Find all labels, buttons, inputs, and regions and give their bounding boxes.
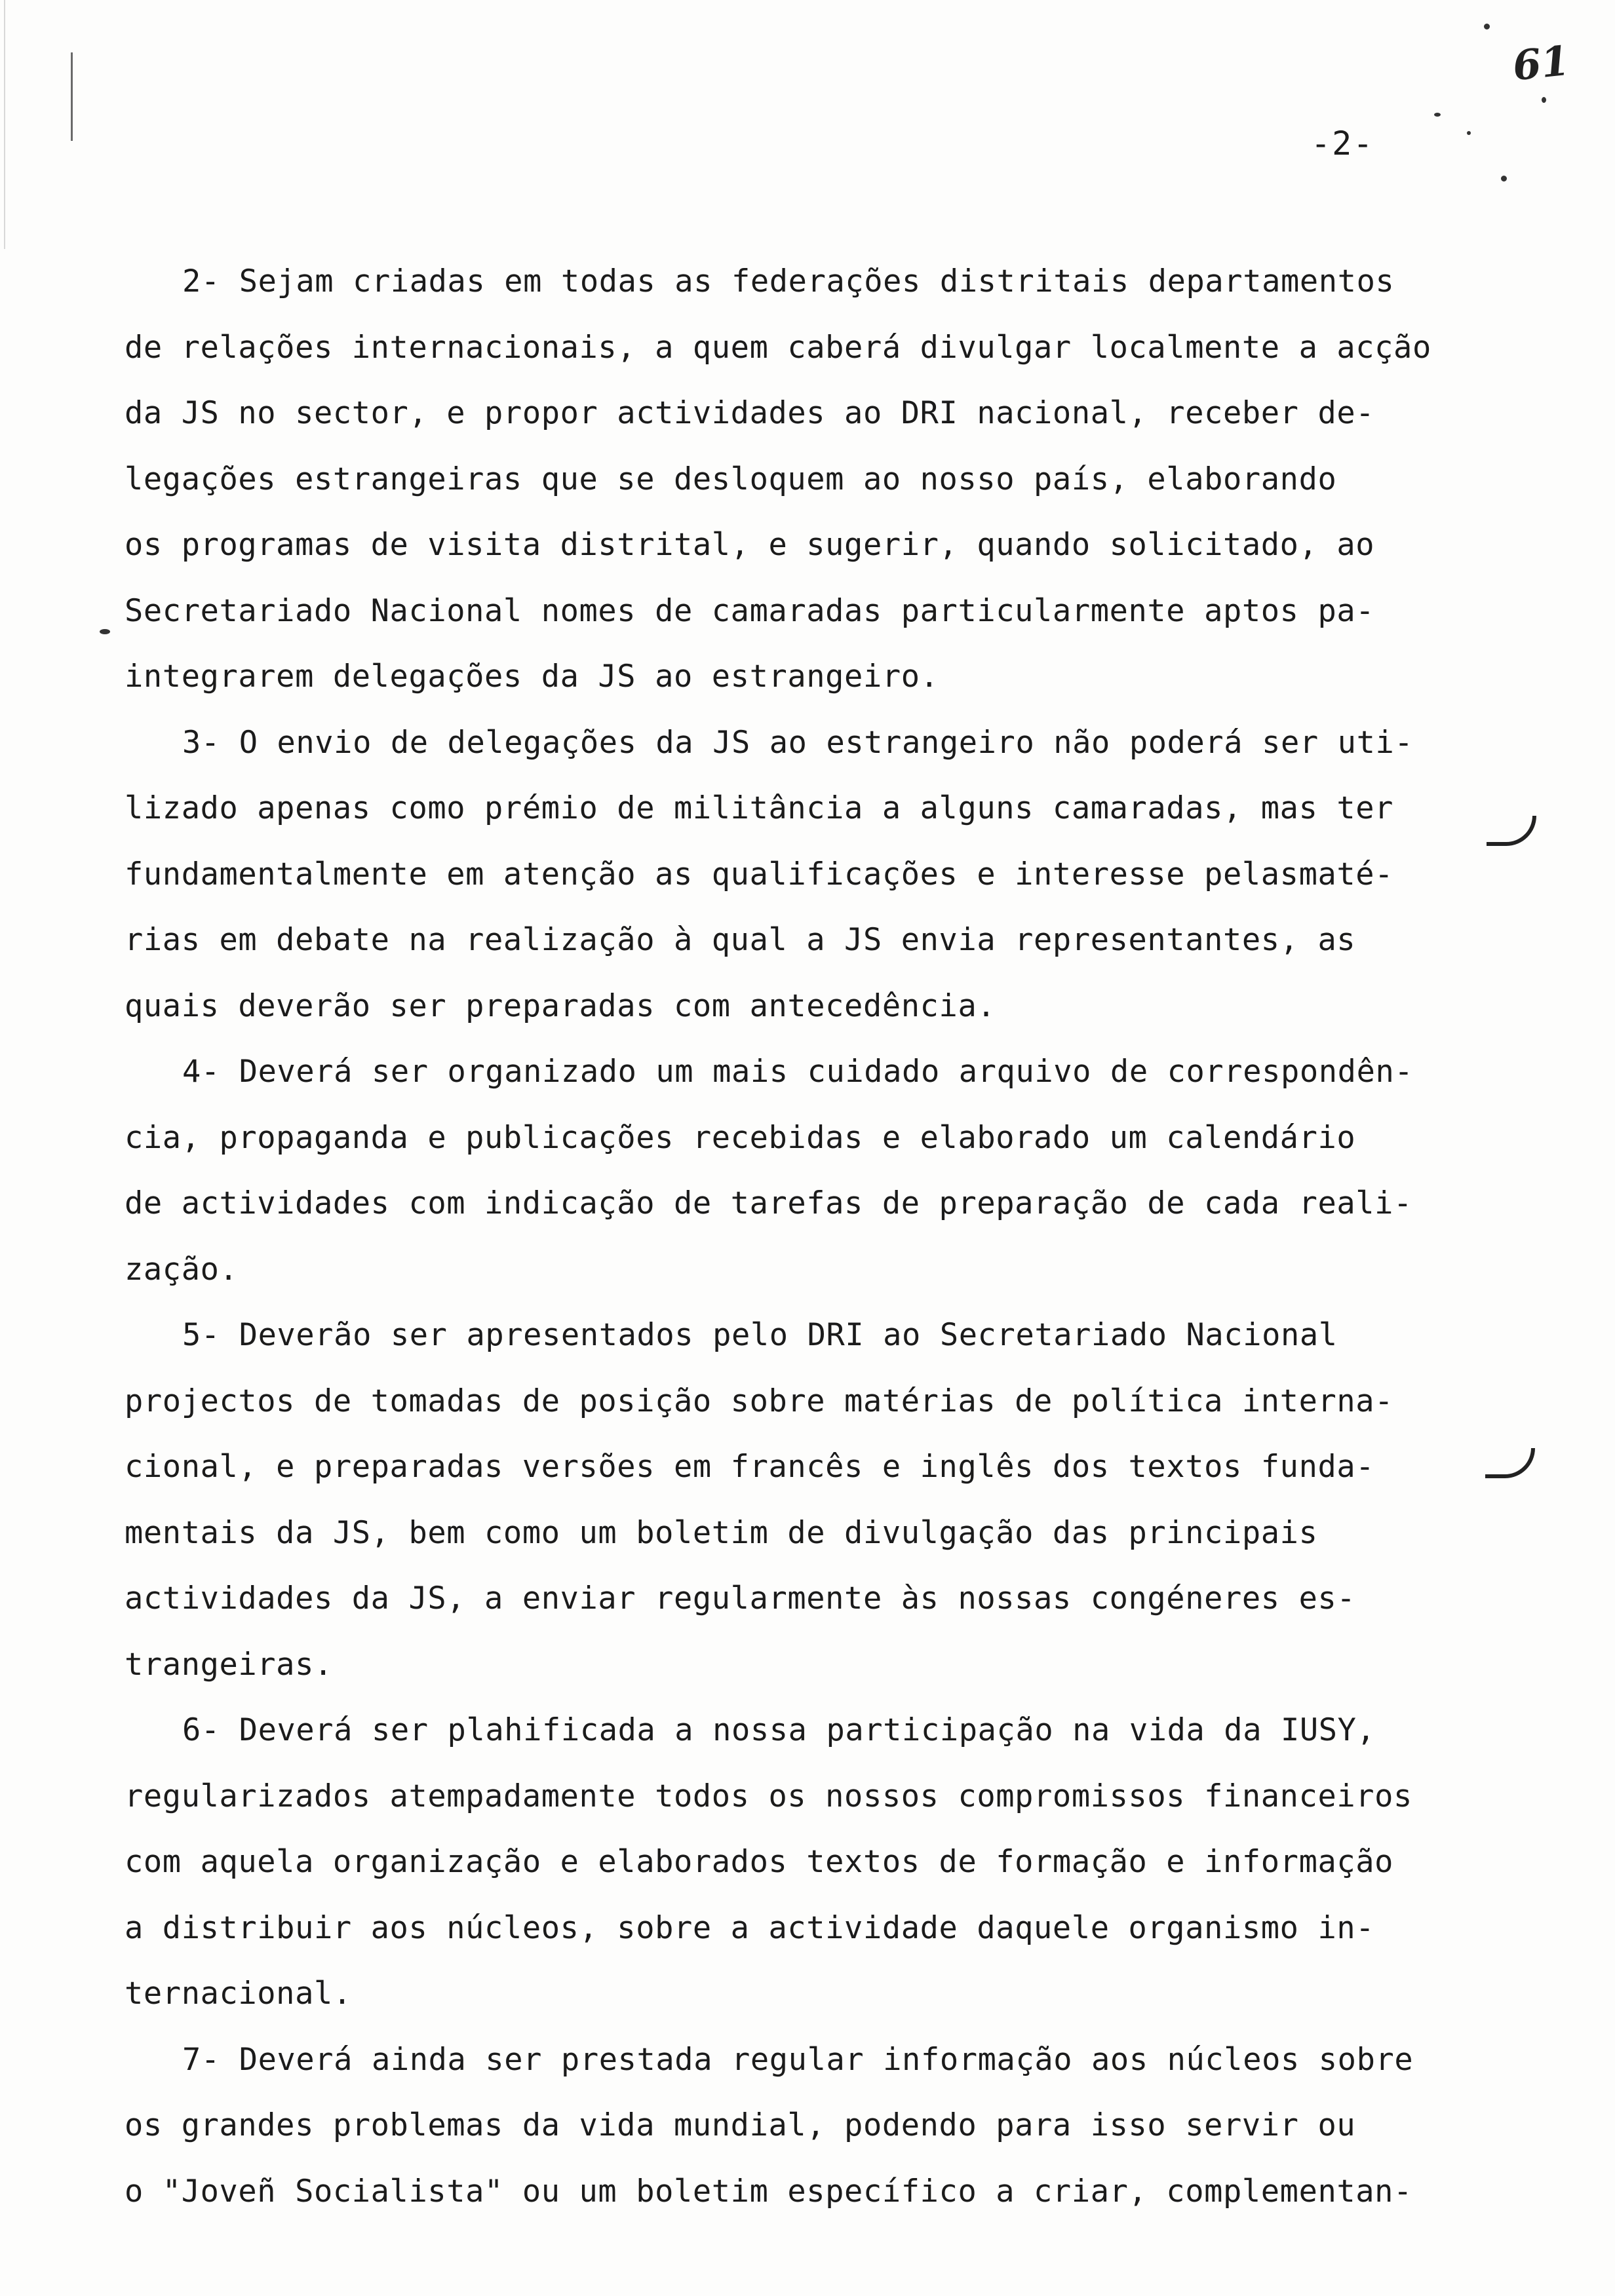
paragraph-7 <box>125 2027 1508 2225</box>
text-line: ternacional. <box>125 1976 352 2012</box>
text-line: regularizados atempadamente todos os nossos compromissos financeiros <box>125 1778 1412 1814</box>
ink-speck <box>1434 113 1441 117</box>
ink-speck <box>1501 176 1507 182</box>
handwritten-folio-number: 61 <box>1510 36 1572 90</box>
text-line: com aquela organização e elaborados textos de formação e informação <box>125 1844 1394 1880</box>
text-line: zação. <box>125 1251 239 1288</box>
text-line: mentais da JS, bem como um boletim de divulgação das principais <box>125 1514 1318 1551</box>
text-line: fundamentalmente em atenção as qualificações e interesse pelasmaté- <box>125 856 1394 892</box>
text-line: 4- Deverá ser organizado um mais cuidado arquivo de correspondên- <box>182 1054 1414 1090</box>
paragraph-4 <box>125 1039 1508 1303</box>
text-line: o "Joveñ Socialista" ou um boletim específico a criar, complementan- <box>125 2173 1412 2210</box>
text-line: cia, propaganda e publicações recebidas e elaborado um calendário <box>125 1119 1356 1156</box>
ink-speck <box>100 629 110 634</box>
text-line: Secretariado Nacional nomes de camaradas particularmente aptos pa- <box>125 592 1375 629</box>
scan-edge-line <box>4 0 5 249</box>
text-line: de actividades com indicação de tarefas de preparação de cada reali- <box>125 1185 1412 1221</box>
text-line: da JS no sector, e propor actividades ao DRI nacional, receber de- <box>125 395 1375 431</box>
paragraph-6 <box>125 1698 1508 2027</box>
ink-speck <box>1542 97 1546 103</box>
document-body <box>125 249 1508 2225</box>
ink-speck <box>1467 131 1471 135</box>
paragraph-2 <box>125 249 1508 710</box>
text-line: lizado apenas como prémio de militância a alguns camaradas, mas ter <box>125 790 1394 826</box>
text-line: cional, e preparadas versões em francês e inglês dos textos funda- <box>125 1449 1375 1485</box>
text-line: projectos de tomadas de posição sobre matérias de política interna- <box>125 1383 1394 1419</box>
binding-mark <box>71 52 73 141</box>
text-line: os programas de visita distrital, e sugerir, quando solicitado, ao <box>125 527 1375 563</box>
text-line: de relações internacionais, a quem caberá divulgar localmente a acção <box>125 329 1431 366</box>
text-line: os grandes problemas da vida mundial, podendo para isso servir ou <box>125 2107 1356 2143</box>
text-line: 7- Deverá ainda ser prestada regular informação aos núcleos sobre <box>182 2041 1414 2078</box>
ink-speck <box>1484 24 1490 29</box>
text-line: actividades da JS, a enviar regularmente às nossas congéneres es- <box>125 1580 1356 1617</box>
text-line: integrarem delegações da JS ao estrangeiro. <box>125 659 939 695</box>
text-line: 6- Deverá ser plahificada a nossa participação na vida da IUSY, <box>182 1712 1376 1748</box>
page-number: -2- <box>1311 124 1374 163</box>
paragraph-3 <box>125 710 1508 1040</box>
text-line: 2- Sejam criadas em todas as federações distritais departamentos <box>182 263 1395 299</box>
text-line: rias em debate na realização à qual a JS envia representantes, as <box>125 922 1356 958</box>
paragraph-5 <box>125 1303 1508 1698</box>
text-line: quais deverão ser preparadas com antecedência. <box>125 987 996 1024</box>
text-line: 3- O envio de delegações da JS ao estrangeiro não poderá ser uti- <box>182 724 1414 761</box>
text-line: a distribuir aos núcleos, sobre a actividade daquele organismo in- <box>125 1909 1375 1946</box>
text-line: legações estrangeiras que se desloquem ao nosso país, elaborando <box>125 461 1337 497</box>
text-line: 5- Deverão ser apresentados pelo DRI ao Secretariado Nacional <box>182 1317 1338 1353</box>
text-line: trangeiras. <box>125 1646 333 1683</box>
